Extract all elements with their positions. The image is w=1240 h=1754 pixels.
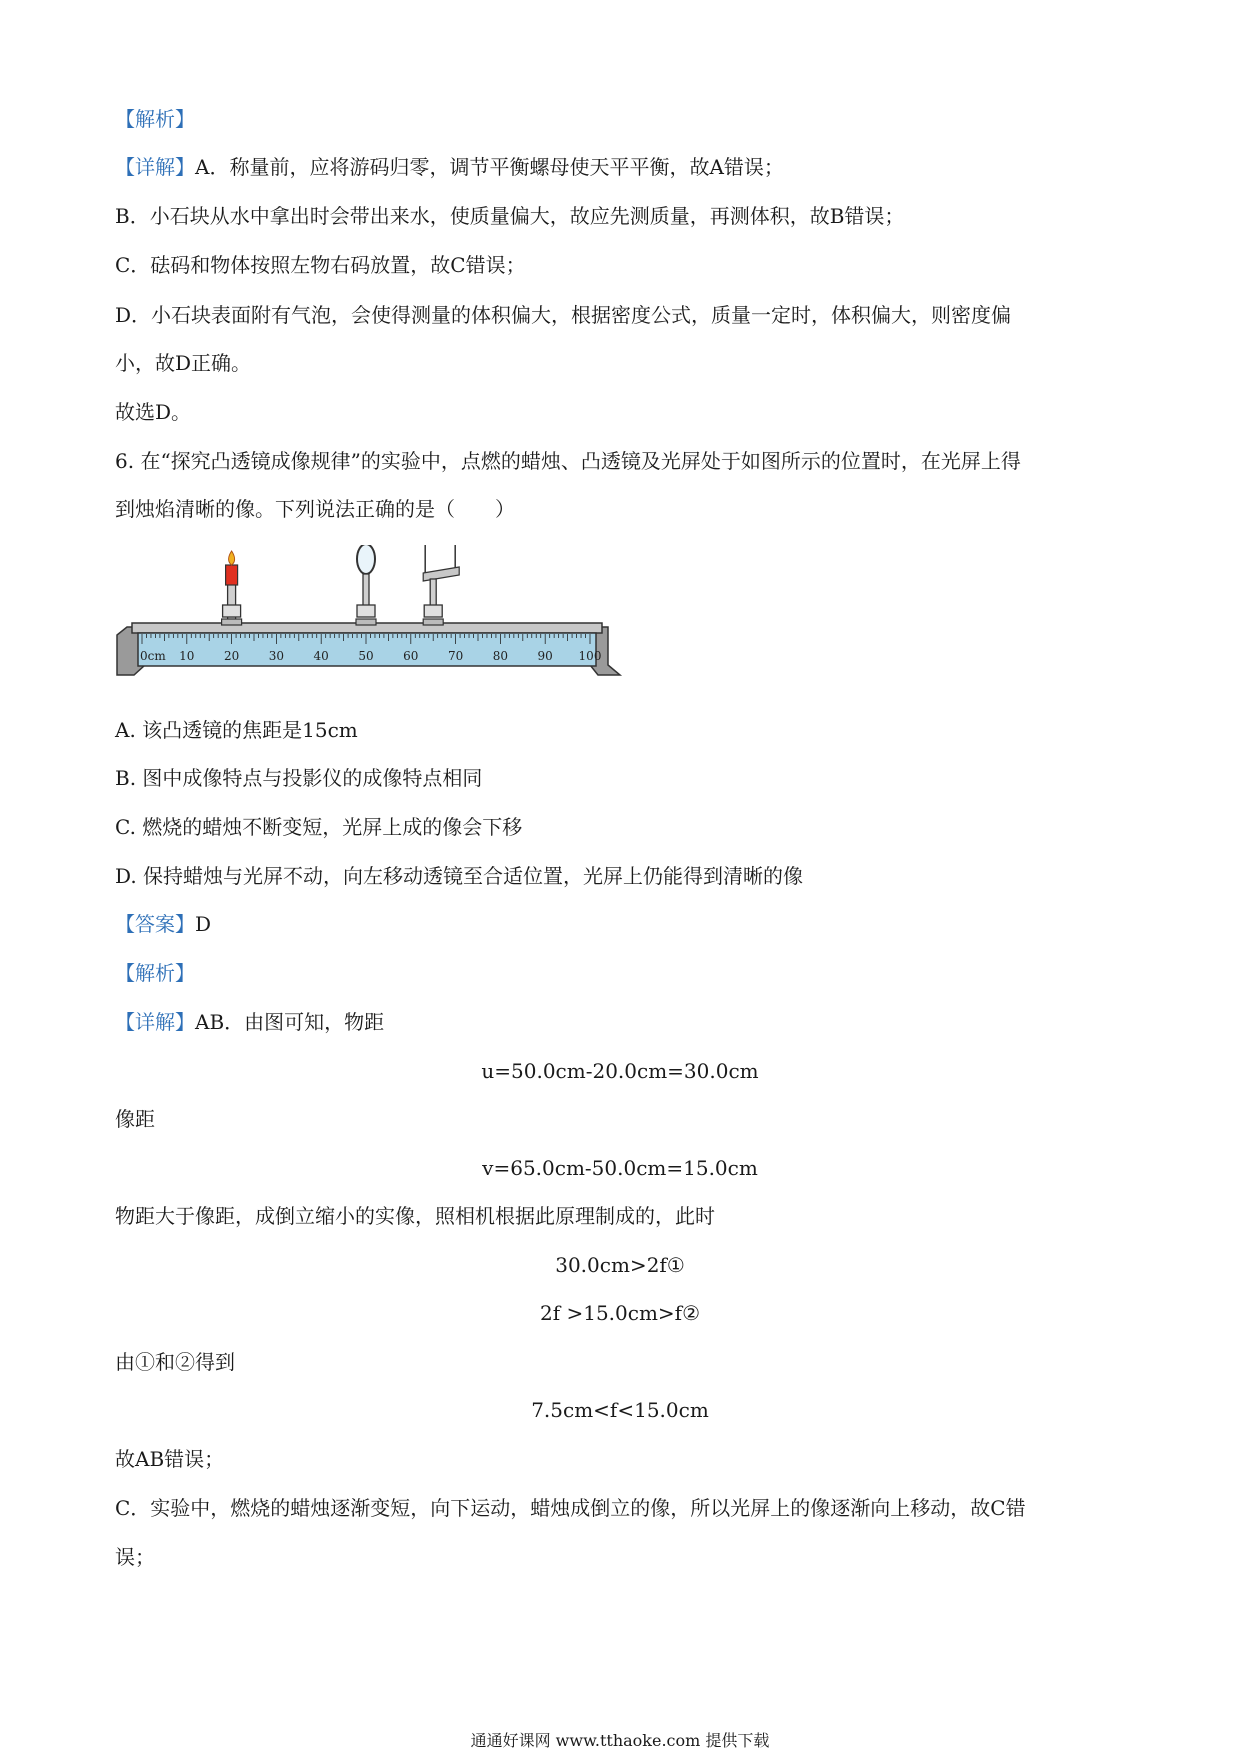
xiangjie-tag-2: 【详解】	[115, 1010, 195, 1034]
question-6-stem-line2: 到烛焰清晰的像。下列说法正确的是（ ）	[115, 497, 515, 521]
scale-label-0cm: 0cm	[140, 649, 166, 663]
scale-label: 50	[358, 649, 374, 663]
option-a: A. 该凸透镜的焦距是15cm	[115, 718, 358, 742]
image-distance-label: 像距	[115, 1107, 155, 1131]
explanation-c-line2: 误；	[115, 1545, 155, 1569]
option-c: C. 燃烧的蜡烛不断变短，光屏上成的像会下移	[115, 815, 523, 839]
inequality-3: 7.5cm<f<15.0cm	[531, 1398, 709, 1422]
from-text: 由①和②得到	[115, 1350, 235, 1374]
ab-wrong: 故AB错误；	[115, 1447, 225, 1471]
scale-label: 60	[403, 649, 419, 663]
screen-assembly	[423, 545, 459, 625]
candle-flame	[229, 551, 235, 565]
compare-text: 物距大于像距，成倒立缩小的实像，照相机根据此原理制成的，此时	[115, 1204, 715, 1228]
jiexi-heading-2: 【解析】	[115, 961, 195, 985]
explanation-c-line1: C．实验中，燃烧的蜡烛逐渐变短，向下运动，蜡烛成倒立的像，所以光屏上的像逐渐向上移动，故C错	[115, 1496, 1026, 1520]
xiangjie-line-ab	[115, 1009, 384, 1035]
explanation-d-line1: D．小石块表面附有气泡，会使得测量的体积偏大，根据密度公式，质量一定时，体积偏大，则密度偏	[115, 303, 1012, 327]
question-6-stem-line1: 6. 在“探究凸透镜成像规律”的实验中，点燃的蜡烛、凸透镜及光屏处于如图所示的位置时，在光屏上得	[115, 449, 1021, 473]
scale-label: 30	[268, 649, 285, 663]
lens-assembly	[356, 545, 376, 625]
candle-assembly	[222, 551, 242, 625]
scale-label: 40	[313, 649, 329, 663]
scale-label: 90	[537, 649, 553, 663]
footer-source: 通通好课网 www.tthaoke.com 提供下载	[470, 1731, 770, 1750]
optical-bench-figure	[112, 545, 632, 695]
scale-label: 20	[223, 649, 240, 663]
answer-tag: 【答案】	[115, 912, 195, 936]
choose-answer: 故选D。	[115, 400, 192, 424]
answer-value: D	[195, 912, 212, 936]
option-b: B. 图中成像特点与投影仪的成像特点相同	[115, 766, 483, 790]
explanation-c: C．砝码和物体按照左物右码放置，故C错误；	[115, 253, 526, 277]
explanation-a: A．称量前，应将游码归零，调节平衡螺母使天平平衡，故A错误；	[195, 155, 784, 179]
inequality-1: 30.0cm>2f①	[555, 1253, 685, 1277]
explanation-b: B．小石块从水中拿出时会带出来水，使质量偏大，故应先测质量，再测体积，故B错误；	[115, 204, 905, 228]
answer-line	[115, 911, 211, 937]
scale-label: 100	[578, 649, 602, 663]
inequality-2: 2f >15.0cm>f②	[539, 1301, 701, 1325]
xiangjie-tag: 【详解】	[115, 155, 195, 179]
equation-object-distance: u=50.0cm-20.0cm=30.0cm	[481, 1059, 759, 1083]
explanation-ab: AB．由图可知，物距	[195, 1010, 385, 1034]
explanation-d-line2: 小，故D正确。	[115, 351, 252, 375]
option-d: D. 保持蜡烛与光屏不动，向左移动透镜至合适位置，光屏上仍能得到清晰的像	[115, 864, 804, 888]
scale-label: 10	[179, 649, 195, 663]
scale-label: 70	[447, 649, 464, 663]
jiexi-heading: 【解析】	[115, 107, 195, 131]
scale-label: 80	[492, 649, 509, 663]
equation-image-distance: v=65.0cm-50.0cm=15.0cm	[482, 1156, 758, 1180]
xiangjie-line-a	[115, 154, 784, 180]
